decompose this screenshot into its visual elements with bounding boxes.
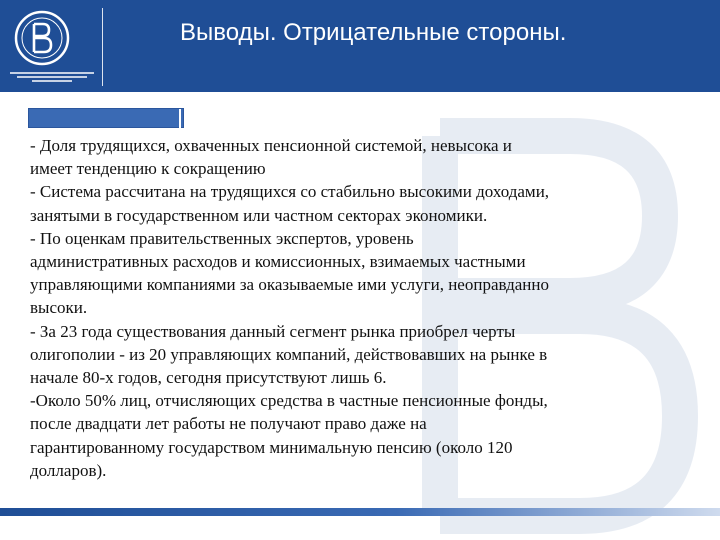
- text-line: -Около 50% лиц, отчисляющих средства в частные пенсионные фонды,: [30, 391, 548, 411]
- text-line: административных расходов и комиссионных, взимаемых частными: [30, 252, 526, 272]
- text-line: долларов).: [30, 460, 107, 480]
- hse-university-logo-icon: [14, 10, 70, 66]
- text-line: гарантированному государством минимальную пенсию (около 120: [30, 437, 513, 457]
- body-text: [30, 134, 670, 482]
- section-label-bar: [28, 108, 184, 128]
- text-line: начале 80-х годов, сегодня присутствуют лишь 6.: [30, 368, 387, 388]
- text-line: - За 23 года существования данный сегмент рынка приобрел черты: [30, 321, 516, 341]
- header-bar: [0, 0, 720, 92]
- text-line: после двадцати лет работы не получают право даже на: [30, 414, 427, 434]
- label-bar-tick: [179, 109, 181, 129]
- text-line: высоки.: [30, 298, 88, 318]
- footer-bar: [0, 508, 720, 516]
- text-line: олигополии - из 20 управляющих компаний, действовавших на рынке в: [30, 344, 548, 364]
- text-line: - По оценкам правительственных экспертов, уровень: [30, 228, 414, 248]
- header-divider: [102, 8, 103, 86]
- text-line: - Доля трудящихся, охваченных пенсионной системой, невысока и: [30, 136, 512, 155]
- logo-caption: [8, 70, 96, 84]
- text-line: управляющими компаниями за оказываемые ими услуги, неоправданно: [30, 275, 549, 295]
- slide-title: Выводы. Отрицательные стороны.: [180, 19, 567, 46]
- logo: [0, 0, 100, 92]
- text-line: - Система рассчитана на трудящихся со стабильно высокими доходами,: [30, 182, 550, 202]
- text-line: имеет тенденцию к сокращению: [30, 159, 266, 179]
- text-line: занятыми в государственном или частном секторах экономики.: [30, 205, 488, 225]
